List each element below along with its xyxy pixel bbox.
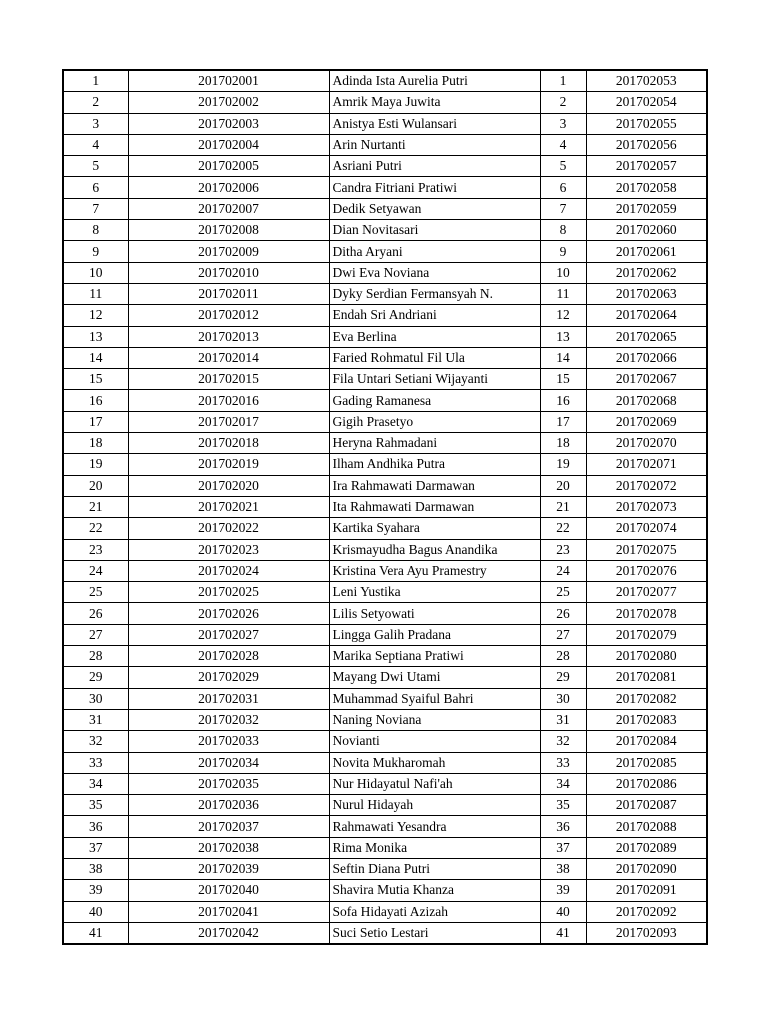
second-row-number-cell: 15 [540, 369, 586, 390]
student-name-cell: Ditha Aryani [329, 241, 540, 262]
student-id-cell: 201702020 [128, 475, 329, 496]
student-name-cell: Nurul Hidayah [329, 795, 540, 816]
second-row-number-cell: 34 [540, 773, 586, 794]
row-number-cell: 5 [63, 156, 128, 177]
table-row [63, 858, 707, 879]
second-student-id-cell: 201702064 [586, 305, 707, 326]
row-number-cell: 37 [63, 837, 128, 858]
student-id-cell: 201702017 [128, 411, 329, 432]
second-row-number-cell: 35 [540, 795, 586, 816]
row-number-cell: 9 [63, 241, 128, 262]
second-student-id-cell: 201702086 [586, 773, 707, 794]
table-row [63, 454, 707, 475]
table-row [63, 667, 707, 688]
second-row-number-cell: 38 [540, 858, 586, 879]
student-name-cell: Ira Rahmawati Darmawan [329, 475, 540, 496]
table-row [63, 411, 707, 432]
student-roster-sheet [62, 69, 706, 945]
second-student-id-cell: 201702091 [586, 880, 707, 901]
second-student-id-cell: 201702088 [586, 816, 707, 837]
row-number-cell: 20 [63, 475, 128, 496]
second-row-number-cell: 31 [540, 709, 586, 730]
student-id-cell: 201702026 [128, 603, 329, 624]
row-number-cell: 23 [63, 539, 128, 560]
table-row [63, 816, 707, 837]
row-number-cell: 40 [63, 901, 128, 922]
row-number-cell: 17 [63, 411, 128, 432]
student-id-cell: 201702032 [128, 709, 329, 730]
student-id-cell: 201702016 [128, 390, 329, 411]
student-id-cell: 201702040 [128, 880, 329, 901]
row-number-cell: 22 [63, 518, 128, 539]
second-student-id-cell: 201702081 [586, 667, 707, 688]
row-number-cell: 11 [63, 283, 128, 304]
second-student-id-cell: 201702092 [586, 901, 707, 922]
row-number-cell: 36 [63, 816, 128, 837]
student-name-cell: Faried Rohmatul Fil Ula [329, 347, 540, 368]
second-row-number-cell: 9 [540, 241, 586, 262]
second-student-id-cell: 201702080 [586, 646, 707, 667]
second-row-number-cell: 37 [540, 837, 586, 858]
student-name-cell: Fila Untari Setiani Wijayanti [329, 369, 540, 390]
student-name-cell: Dyky Serdian Fermansyah N. [329, 283, 540, 304]
row-number-cell: 39 [63, 880, 128, 901]
table-row [63, 880, 707, 901]
student-id-cell: 201702027 [128, 624, 329, 645]
row-number-cell: 27 [63, 624, 128, 645]
table-row [63, 177, 707, 198]
second-student-id-cell: 201702077 [586, 582, 707, 603]
student-id-cell: 201702039 [128, 858, 329, 879]
student-name-cell: Krismayudha Bagus Anandika [329, 539, 540, 560]
table-row [63, 496, 707, 517]
row-number-cell: 10 [63, 262, 128, 283]
second-row-number-cell: 29 [540, 667, 586, 688]
row-number-cell: 26 [63, 603, 128, 624]
student-name-cell: Mayang Dwi Utami [329, 667, 540, 688]
second-student-id-cell: 201702071 [586, 454, 707, 475]
row-number-cell: 25 [63, 582, 128, 603]
second-row-number-cell: 8 [540, 220, 586, 241]
student-name-cell: Sofa Hidayati Azizah [329, 901, 540, 922]
table-row [63, 646, 707, 667]
student-name-cell: Asriani Putri [329, 156, 540, 177]
table-row [63, 901, 707, 922]
second-student-id-cell: 201702085 [586, 752, 707, 773]
second-student-id-cell: 201702053 [586, 70, 707, 92]
student-id-cell: 201702023 [128, 539, 329, 560]
table-row [63, 113, 707, 134]
second-student-id-cell: 201702089 [586, 837, 707, 858]
table-row [63, 156, 707, 177]
table-row [63, 603, 707, 624]
second-row-number-cell: 18 [540, 433, 586, 454]
student-name-cell: Dian Novitasari [329, 220, 540, 241]
student-name-cell: Novita Mukharomah [329, 752, 540, 773]
second-row-number-cell: 17 [540, 411, 586, 432]
table-row [63, 283, 707, 304]
table-row [63, 475, 707, 496]
student-id-cell: 201702042 [128, 922, 329, 944]
table-row [63, 70, 707, 92]
student-id-cell: 201702025 [128, 582, 329, 603]
second-student-id-cell: 201702066 [586, 347, 707, 368]
table-row [63, 305, 707, 326]
student-name-cell: Kristina Vera Ayu Pramestry [329, 560, 540, 581]
student-name-cell: Seftin Diana Putri [329, 858, 540, 879]
second-student-id-cell: 201702075 [586, 539, 707, 560]
student-name-cell: Ilham Andhika Putra [329, 454, 540, 475]
second-row-number-cell: 10 [540, 262, 586, 283]
student-name-cell: Gading Ramanesa [329, 390, 540, 411]
second-row-number-cell: 36 [540, 816, 586, 837]
second-student-id-cell: 201702060 [586, 220, 707, 241]
second-student-id-cell: 201702083 [586, 709, 707, 730]
row-number-cell: 19 [63, 454, 128, 475]
table-row [63, 433, 707, 454]
student-name-cell: Shavira Mutia Khanza [329, 880, 540, 901]
student-name-cell: Suci Setio Lestari [329, 922, 540, 944]
table-row [63, 369, 707, 390]
second-row-number-cell: 3 [540, 113, 586, 134]
student-name-cell: Heryna Rahmadani [329, 433, 540, 454]
second-row-number-cell: 19 [540, 454, 586, 475]
student-name-cell: Novianti [329, 731, 540, 752]
student-name-cell: Endah Sri Andriani [329, 305, 540, 326]
table-row [63, 624, 707, 645]
row-number-cell: 32 [63, 731, 128, 752]
student-id-cell: 201702007 [128, 198, 329, 219]
student-id-cell: 201702006 [128, 177, 329, 198]
student-name-cell: Amrik Maya Juwita [329, 92, 540, 113]
student-id-cell: 201702037 [128, 816, 329, 837]
row-number-cell: 3 [63, 113, 128, 134]
student-name-cell: Arin Nurtanti [329, 134, 540, 155]
student-id-cell: 201702004 [128, 134, 329, 155]
second-row-number-cell: 2 [540, 92, 586, 113]
student-id-cell: 201702018 [128, 433, 329, 454]
second-row-number-cell: 40 [540, 901, 586, 922]
second-row-number-cell: 25 [540, 582, 586, 603]
second-row-number-cell: 14 [540, 347, 586, 368]
second-student-id-cell: 201702087 [586, 795, 707, 816]
student-name-cell: Ita Rahmawati Darmawan [329, 496, 540, 517]
table-row [63, 241, 707, 262]
student-name-cell: Adinda Ista Aurelia Putri [329, 70, 540, 92]
student-name-cell: Gigih Prasetyo [329, 411, 540, 432]
student-name-cell: Rima Monika [329, 837, 540, 858]
student-id-cell: 201702035 [128, 773, 329, 794]
second-row-number-cell: 24 [540, 560, 586, 581]
student-id-cell: 201702015 [128, 369, 329, 390]
second-student-id-cell: 201702070 [586, 433, 707, 454]
row-number-cell: 12 [63, 305, 128, 326]
student-id-cell: 201702009 [128, 241, 329, 262]
table-row [63, 220, 707, 241]
row-number-cell: 14 [63, 347, 128, 368]
student-id-cell: 201702002 [128, 92, 329, 113]
student-name-cell: Eva Berlina [329, 326, 540, 347]
student-id-cell: 201702001 [128, 70, 329, 92]
row-number-cell: 4 [63, 134, 128, 155]
second-student-id-cell: 201702093 [586, 922, 707, 944]
student-id-cell: 201702022 [128, 518, 329, 539]
student-name-cell: Rahmawati Yesandra [329, 816, 540, 837]
student-id-cell: 201702019 [128, 454, 329, 475]
student-name-cell: Anistya Esti Wulansari [329, 113, 540, 134]
student-id-cell: 201702029 [128, 667, 329, 688]
second-student-id-cell: 201702056 [586, 134, 707, 155]
student-name-cell: Lingga Galih Pradana [329, 624, 540, 645]
second-student-id-cell: 201702058 [586, 177, 707, 198]
table-row [63, 560, 707, 581]
student-name-cell: Muhammad Syaiful Bahri [329, 688, 540, 709]
table-row [63, 539, 707, 560]
table-row [63, 134, 707, 155]
second-student-id-cell: 201702074 [586, 518, 707, 539]
second-row-number-cell: 39 [540, 880, 586, 901]
second-student-id-cell: 201702067 [586, 369, 707, 390]
second-student-id-cell: 201702082 [586, 688, 707, 709]
student-id-cell: 201702010 [128, 262, 329, 283]
table-row [63, 837, 707, 858]
student-id-cell: 201702012 [128, 305, 329, 326]
second-student-id-cell: 201702062 [586, 262, 707, 283]
row-number-cell: 2 [63, 92, 128, 113]
student-id-cell: 201702038 [128, 837, 329, 858]
student-id-cell: 201702021 [128, 496, 329, 517]
student-id-cell: 201702003 [128, 113, 329, 134]
row-number-cell: 13 [63, 326, 128, 347]
second-student-id-cell: 201702079 [586, 624, 707, 645]
second-row-number-cell: 20 [540, 475, 586, 496]
student-id-cell: 201702041 [128, 901, 329, 922]
row-number-cell: 30 [63, 688, 128, 709]
second-row-number-cell: 5 [540, 156, 586, 177]
student-id-cell: 201702031 [128, 688, 329, 709]
table-row [63, 773, 707, 794]
student-id-cell: 201702011 [128, 283, 329, 304]
student-name-cell: Dedik Setyawan [329, 198, 540, 219]
row-number-cell: 1 [63, 70, 128, 92]
row-number-cell: 18 [63, 433, 128, 454]
row-number-cell: 29 [63, 667, 128, 688]
row-number-cell: 8 [63, 220, 128, 241]
student-name-cell: Marika Septiana Pratiwi [329, 646, 540, 667]
second-row-number-cell: 32 [540, 731, 586, 752]
row-number-cell: 41 [63, 922, 128, 944]
second-student-id-cell: 201702073 [586, 496, 707, 517]
student-id-cell: 201702005 [128, 156, 329, 177]
row-number-cell: 15 [63, 369, 128, 390]
table-row [63, 262, 707, 283]
student-id-cell: 201702014 [128, 347, 329, 368]
second-student-id-cell: 201702078 [586, 603, 707, 624]
second-student-id-cell: 201702055 [586, 113, 707, 134]
table-row [63, 922, 707, 944]
student-id-cell: 201702024 [128, 560, 329, 581]
second-row-number-cell: 7 [540, 198, 586, 219]
row-number-cell: 35 [63, 795, 128, 816]
student-name-cell: Naning Noviana [329, 709, 540, 730]
student-name-cell: Kartika Syahara [329, 518, 540, 539]
second-student-id-cell: 201702059 [586, 198, 707, 219]
roster-body [63, 70, 707, 944]
second-student-id-cell: 201702072 [586, 475, 707, 496]
student-id-cell: 201702013 [128, 326, 329, 347]
student-name-cell: Nur Hidayatul Nafi'ah [329, 773, 540, 794]
second-student-id-cell: 201702069 [586, 411, 707, 432]
row-number-cell: 24 [63, 560, 128, 581]
second-row-number-cell: 23 [540, 539, 586, 560]
second-row-number-cell: 41 [540, 922, 586, 944]
table-row [63, 795, 707, 816]
row-number-cell: 38 [63, 858, 128, 879]
student-id-cell: 201702008 [128, 220, 329, 241]
row-number-cell: 7 [63, 198, 128, 219]
table-row [63, 688, 707, 709]
table-row [63, 198, 707, 219]
table-row [63, 709, 707, 730]
second-row-number-cell: 33 [540, 752, 586, 773]
student-id-cell: 201702036 [128, 795, 329, 816]
student-name-cell: Lilis Setyowati [329, 603, 540, 624]
second-row-number-cell: 26 [540, 603, 586, 624]
table-row [63, 518, 707, 539]
table-row [63, 92, 707, 113]
row-number-cell: 33 [63, 752, 128, 773]
table-row [63, 752, 707, 773]
student-name-cell: Candra Fitriani Pratiwi [329, 177, 540, 198]
row-number-cell: 6 [63, 177, 128, 198]
student-id-cell: 201702028 [128, 646, 329, 667]
table-row [63, 582, 707, 603]
second-student-id-cell: 201702065 [586, 326, 707, 347]
second-student-id-cell: 201702054 [586, 92, 707, 113]
second-row-number-cell: 6 [540, 177, 586, 198]
row-number-cell: 16 [63, 390, 128, 411]
second-student-id-cell: 201702084 [586, 731, 707, 752]
second-student-id-cell: 201702057 [586, 156, 707, 177]
table-row [63, 326, 707, 347]
student-id-cell: 201702034 [128, 752, 329, 773]
second-row-number-cell: 30 [540, 688, 586, 709]
student-name-cell: Leni Yustika [329, 582, 540, 603]
second-row-number-cell: 13 [540, 326, 586, 347]
row-number-cell: 21 [63, 496, 128, 517]
second-student-id-cell: 201702063 [586, 283, 707, 304]
student-name-cell: Dwi Eva Noviana [329, 262, 540, 283]
second-row-number-cell: 28 [540, 646, 586, 667]
second-row-number-cell: 16 [540, 390, 586, 411]
second-row-number-cell: 12 [540, 305, 586, 326]
second-row-number-cell: 1 [540, 70, 586, 92]
second-row-number-cell: 11 [540, 283, 586, 304]
table-row [63, 347, 707, 368]
student-id-cell: 201702033 [128, 731, 329, 752]
student-roster-table [62, 69, 708, 945]
row-number-cell: 28 [63, 646, 128, 667]
row-number-cell: 31 [63, 709, 128, 730]
second-row-number-cell: 21 [540, 496, 586, 517]
second-row-number-cell: 27 [540, 624, 586, 645]
row-number-cell: 34 [63, 773, 128, 794]
second-student-id-cell: 201702068 [586, 390, 707, 411]
second-row-number-cell: 22 [540, 518, 586, 539]
table-row [63, 731, 707, 752]
second-student-id-cell: 201702090 [586, 858, 707, 879]
table-row [63, 390, 707, 411]
second-student-id-cell: 201702076 [586, 560, 707, 581]
second-student-id-cell: 201702061 [586, 241, 707, 262]
second-row-number-cell: 4 [540, 134, 586, 155]
